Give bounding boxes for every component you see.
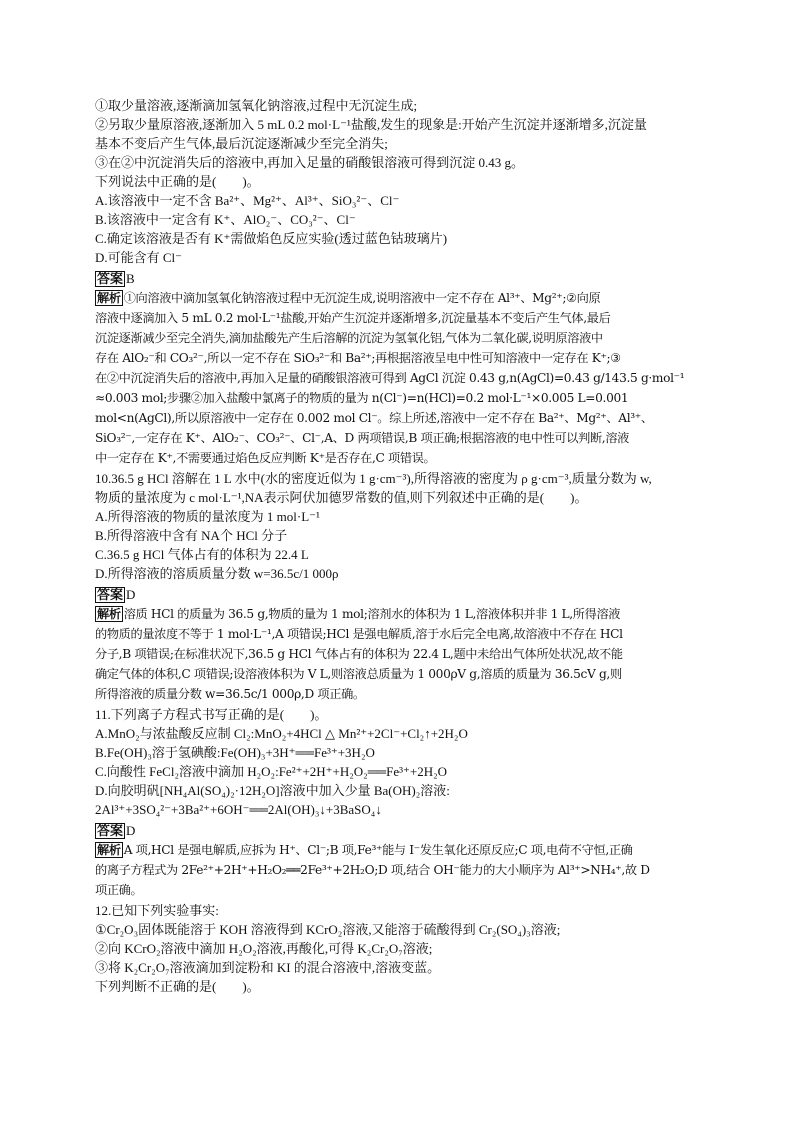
option-b: B.该溶液中一定含有 K⁺、AlO₂⁻、CO₃²⁻、Cl⁻ [95, 212, 356, 227]
analysis-line: 溶液中逐滴加入 5 mL 0.2 mol·L⁻¹盐酸,开始产生沉淀并逐渐增多,沉淀量基本不变后产生气体,最后 [95, 311, 611, 325]
analysis-line: 解析 溶质 HCl 的质量为 36.5 g,物质的量为 1 mol;溶剂水的体积为 1 L,溶液体积并非 1 L,所得溶液 [97, 607, 621, 621]
analysis-line: 沉淀逐渐减少至完全消失,滴加盐酸先产生后溶解的沉淀为氢氧化铝,气体为二氧化碳,说明原溶液中 [95, 331, 603, 345]
analysis-line: SiO₃²⁻,一定存在 K⁺、AlO₂⁻、CO₃²⁻、Cl⁻,A、D 两项错误,B 项正确;根据溶液的电中性可以判断,溶液 [95, 431, 630, 445]
analysis-line: 项正确。 [95, 883, 143, 897]
analysis-line: mol<n(AgCl),所以原溶液中一定存在 0.002 mol Cl⁻。综上所述,溶液中一定不存在 Ba²⁺、Mg²⁺、Al³⁺、 [95, 411, 653, 425]
answer-tag: 答案 [97, 587, 124, 602]
question-stem: 10.36.5 g HCl 溶解在 1 L 水中(水的密度近似为 1 g·cm⁻³),所得溶液的密度为 ρ g·cm⁻³,质量分数为 w, [95, 471, 652, 486]
analysis-line: 的离子方程式为 2Fe²⁺+2H⁺+H₂O₂══2Fe³⁺+2H₂O;D 项,结合 OH⁻能力的大小顺序为 Al³⁺>NH₄⁺,故 D [95, 863, 650, 877]
question-stem: 11.下列离子方程式书写正确的是( )。 [95, 707, 328, 722]
question-line: ①Cr₂O₃固体既能溶于 KOH 溶液得到 KCrO₂溶液,又能溶于硫酸得到 Cr₂(SO₄)₃溶液; [95, 922, 561, 937]
question-stem: 下列说法中正确的是( )。 [95, 174, 260, 189]
option-d: D.向胶明矾[NH₄Al(SO₄)₂·12H₂O]溶液中加入少量 Ba(OH)₂溶液: [95, 783, 450, 798]
analysis-tag: 解析 [97, 291, 121, 305]
question-line: ③将 K₂Cr₂O₇溶液滴加到淀粉和 KI 的混合溶液中,溶液变蓝。 [95, 960, 441, 975]
option-c: C.确定该溶液是否有 K⁺需做焰色反应实验(透过蓝色钴玻璃片) [95, 231, 448, 246]
analysis-line: 所得溶液的质量分数 w=36.5c/1 000ρ,D 项正确。 [95, 687, 365, 701]
option-d-equation: 2Al³⁺+3SO₄²⁻+3Ba²⁺+6OH⁻══2Al(OH)₃↓+3BaSO₄↓ [95, 802, 382, 817]
analysis-line: 在②中沉淀消失后的溶液中,再加入足量的硝酸银溶液可得到 AgCl 沉淀 0.43 g,n(AgCl)=0.43 g/143.5 g·mol⁻¹ [95, 371, 685, 385]
question-line: ③在②中沉淀消失后的溶液中,再加入足量的硝酸银溶液可得到沉淀 0.43 g。 [95, 155, 525, 170]
option-d: D.所得溶液的溶质质量分数 w=36.5c/1 000ρ [95, 566, 339, 581]
question-11 [95, 705, 700, 900]
question-line: 物质的量浓度为 c mol·L⁻¹,NA表示阿伏加德罗常数的值,则下列叙述中正确的是( )。 [95, 490, 588, 505]
analysis-line: 的物质的量浓度不等于 1 mol·L⁻¹,A 项错误;HCl 是强电解质,溶于水后完全电离,故溶液中不存在 HCl [95, 627, 623, 641]
analysis [95, 840, 700, 900]
answer-line [95, 269, 700, 288]
answer-line [95, 821, 700, 840]
analysis-line: 分子,B 项错误;在标准状况下,36.5 g HCl 气体占有的体积为 22.4 L,题中未给出气体所处状况,故不能 [95, 647, 623, 661]
question-line: 基本不变后产生气体,最后沉淀逐渐减少至完全消失; [95, 136, 388, 151]
question-prompt: 下列判断不正确的是( )。 [95, 979, 260, 994]
option-b: B.所得溶液中含有 NA个 HCl 分子 [95, 528, 288, 543]
answer-tag: 答案 [97, 823, 124, 838]
answer-value: D [126, 587, 136, 602]
analysis-line: 存在 AlO₂⁻和 CO₃²⁻,所以一定不存在 SiO₃²⁻和 Ba²⁺;再根据溶液呈电中性可知溶液中一定存在 K⁺;③ [95, 351, 621, 365]
question-12 [95, 901, 700, 996]
option-c: C.36.5 g HCl 气体占有的体积为 22.4 L [95, 547, 309, 562]
answer-value: D [126, 823, 136, 838]
answer-line [95, 585, 700, 604]
answer-value: B [126, 271, 135, 286]
option-a: A.所得溶液的物质的量浓度为 1 mol·L⁻¹ [95, 509, 320, 524]
question-10 [95, 469, 700, 704]
analysis-line: ≈0.003 mol;步骤②加入盐酸中氯离子的物质的量为 n(Cl⁻)=n(HCl)=0.2 mol·L⁻¹×0.005 L=0.001 [95, 391, 629, 405]
document-page [95, 96, 700, 996]
analysis [95, 604, 700, 704]
question-9 [95, 96, 700, 468]
option-a: A.该溶液中一定不含 Ba²⁺、Mg²⁺、Al³⁺、SiO₃²⁻、Cl⁻ [95, 193, 400, 208]
analysis-tag: 解析 [97, 607, 121, 621]
analysis-line: 中一定存在 K⁺,不需要通过焰色反应判断 K⁺是否存在,C 项错误。 [95, 451, 436, 465]
option-d: D.可能含有 Cl⁻ [95, 250, 183, 265]
analysis-tag: 解析 [97, 843, 121, 857]
option-b: B.Fe(OH)₃溶于氢碘酸:Fe(OH)₃+3H⁺══Fe³⁺+3H₂O [95, 745, 375, 760]
option-a: A.MnO₂与浓盐酸反应制 Cl₂:MnO₂+4HCl △ Mn²⁺+2Cl⁻+Cl₂↑+2H₂O [95, 726, 468, 741]
analysis-line: 确定气体的体积,C 项错误;设溶液体积为 V L,则溶液总质量为 1 000ρV g,溶质的质量为 36.5cV g,则 [95, 667, 622, 681]
question-line: ①取少量溶液,逐渐滴加氢氧化钠溶液,过程中无沉淀生成; [95, 98, 418, 113]
question-stem: 12.已知下列实验事实: [95, 903, 219, 918]
analysis-line: 解析 ①向溶液中滴加氢氧化钠溶液过程中无沉淀生成,说明溶液中一定不存在 Al³⁺、Mg²⁺;②向原 [97, 291, 601, 305]
question-line: ②另取少量原溶液,逐渐加入 5 mL 0.2 mol·L⁻¹盐酸,发生的现象是:开始产生沉淀并逐渐增多,沉淀量 [95, 117, 647, 132]
question-line: ②向 KCrO₂溶液中滴加 H₂O₂溶液,再酸化,可得 K₂Cr₂O₇溶液; [95, 941, 433, 956]
analysis [95, 288, 700, 468]
answer-tag: 答案 [97, 271, 124, 286]
option-c: C.向酸性 FeCl₂溶液中滴加 H₂O₂:Fe²⁺+2H⁺+H₂O₂══Fe³⁺+2H₂O [95, 764, 448, 779]
analysis-line: 解析 A 项,HCl 是强电解质,应拆为 H⁺、Cl⁻;B 项,Fe³⁺能与 I⁻发生氧化还原反应;C 项,电荷不守恒,正确 [97, 843, 633, 857]
